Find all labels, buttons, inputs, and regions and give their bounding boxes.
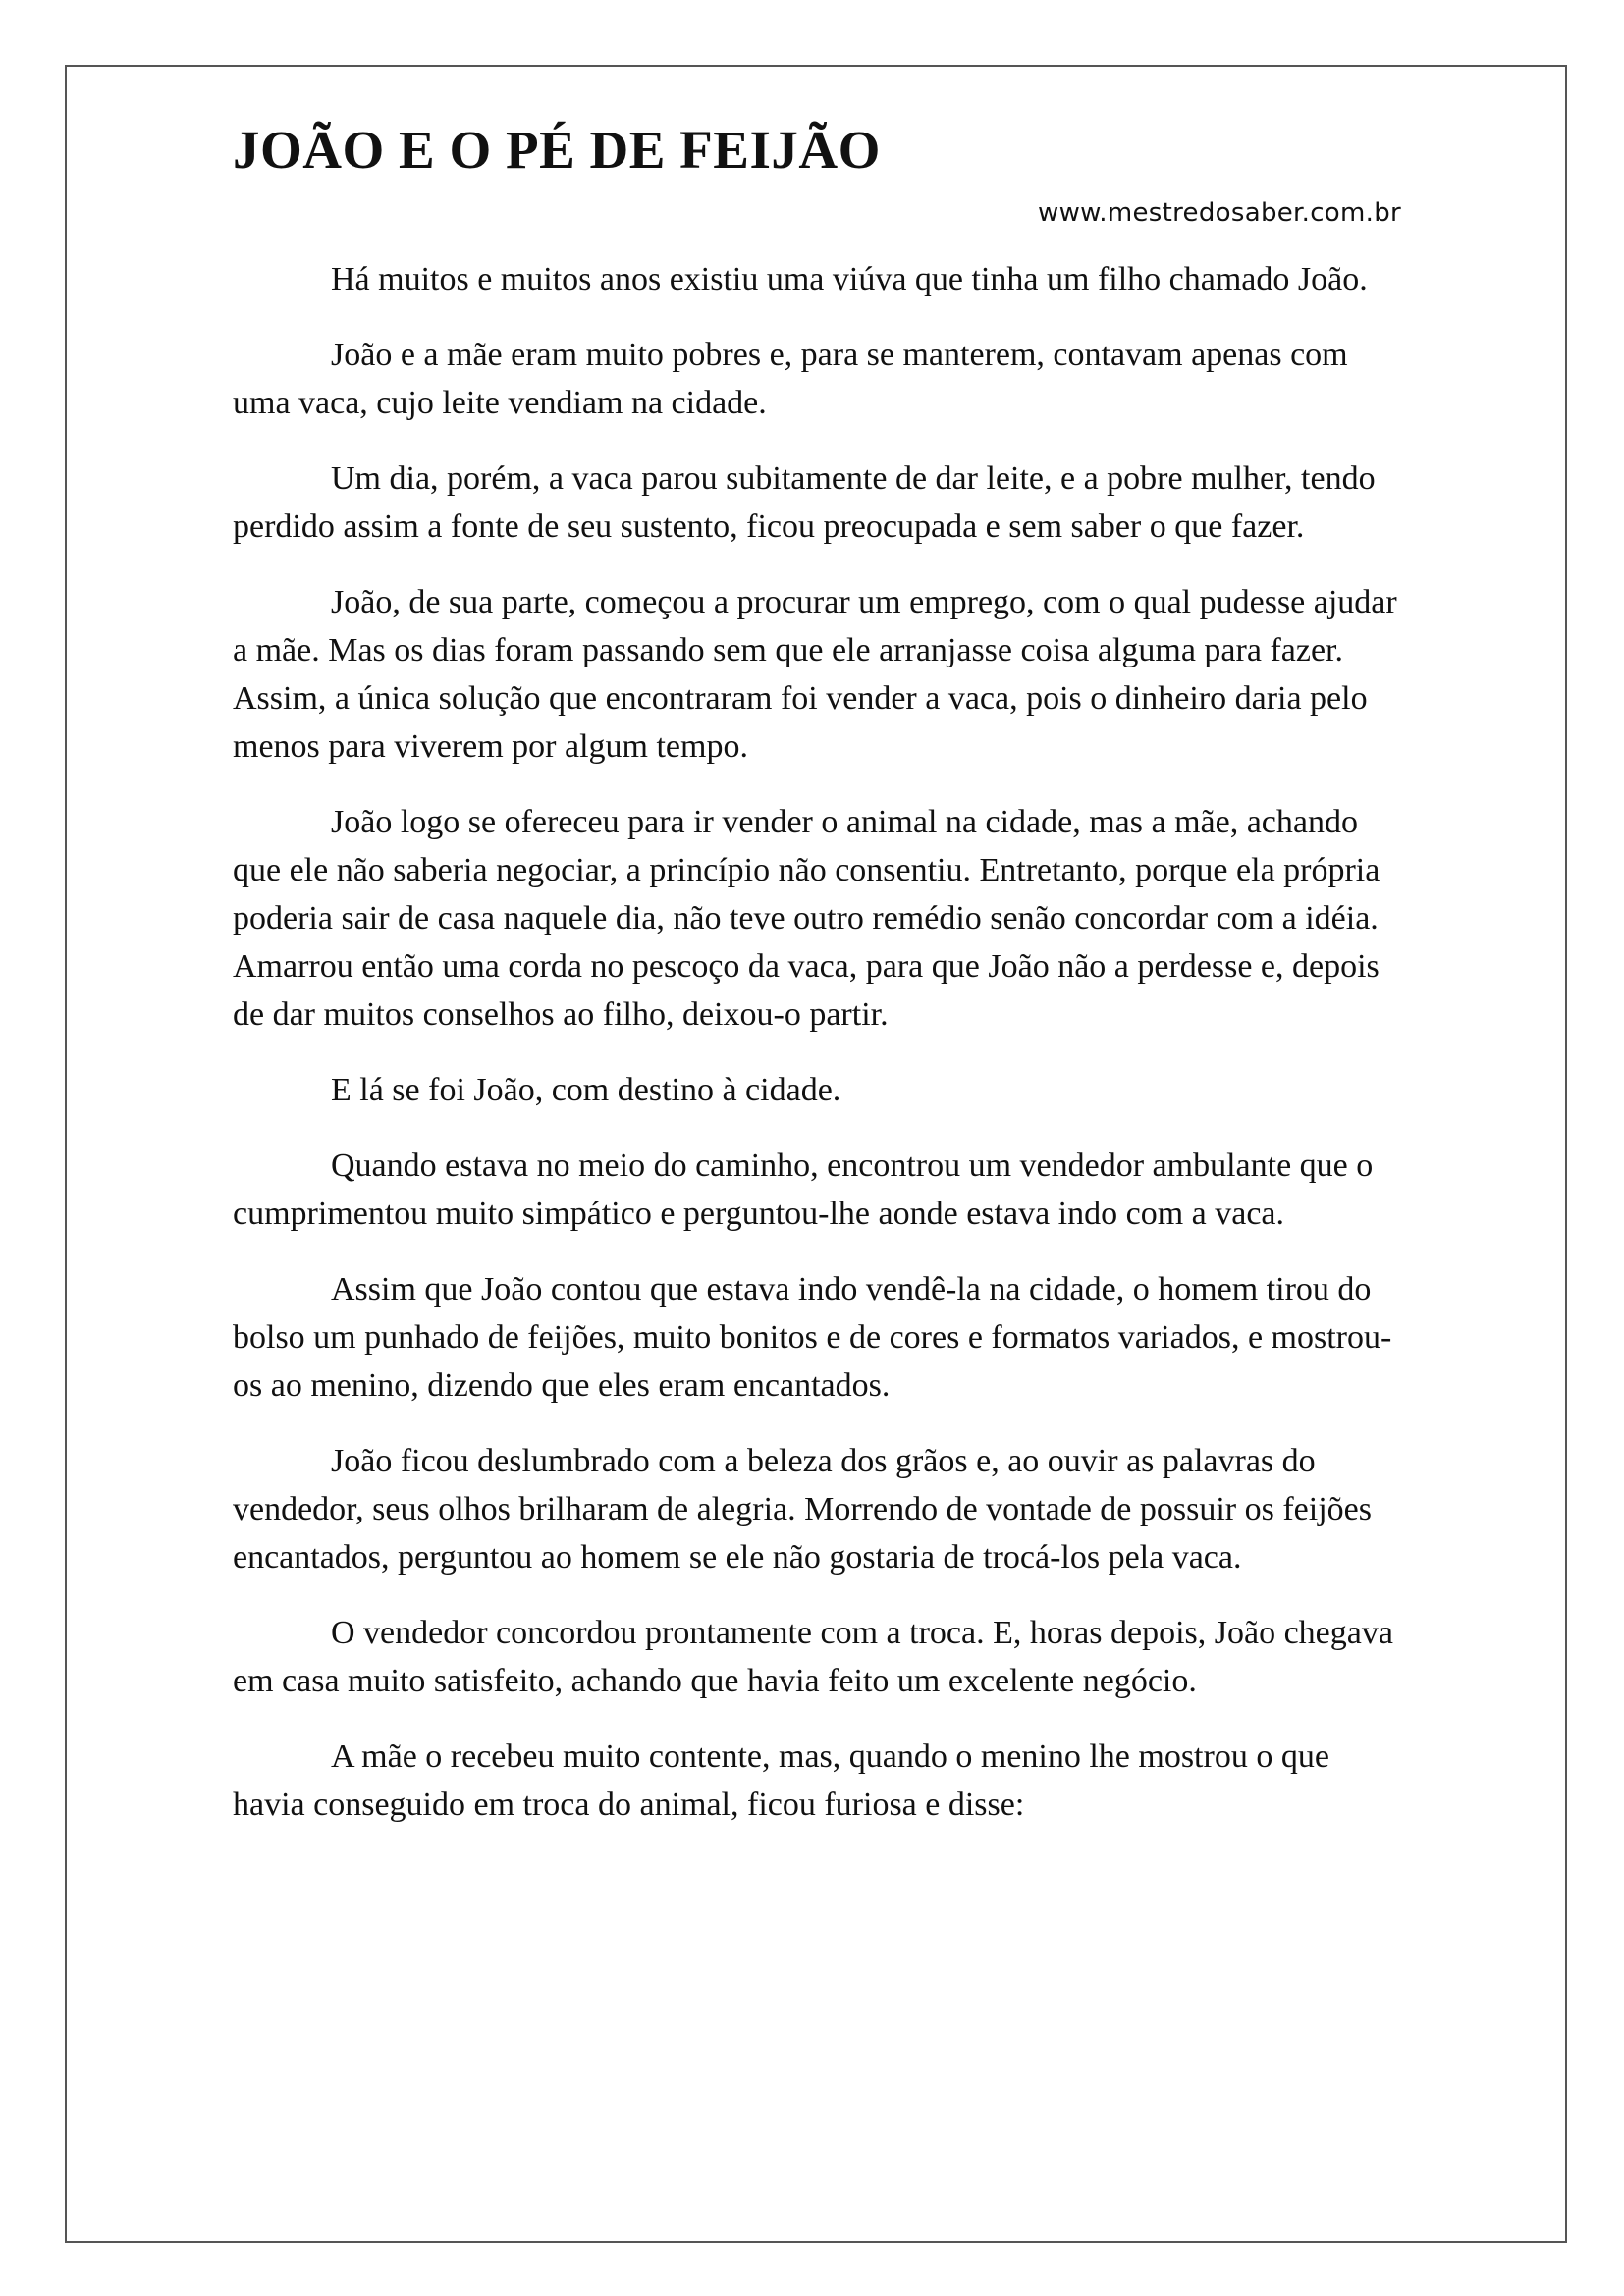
paragraph: Quando estava no meio do caminho, encontrou um vendedor ambulante que o cumprimentou muito simpático e perguntou-lhe aonde estava indo com a vaca.: [233, 1148, 1374, 1232]
paragraph: João ficou deslumbrado com a beleza dos grãos e, ao ouvir as palavras do vendedor, seus olhos brilharam de alegria. Morrendo de vontade de possuir os feijões encantados, perguntou ao homem se ele não gostaria de trocá-los pela vaca.: [233, 1443, 1372, 1575]
paragraph: Assim que João contou que estava indo vendê-la na cidade, o homem tirou do bolso um punhado de feijões, muito bonitos e de cores e formatos variados, e mostrou-os ao menino, dizendo que eles eram encantados.: [233, 1271, 1392, 1404]
website-url: www.mestredosaber.com.br: [1038, 198, 1401, 228]
document-content: [233, 116, 1401, 1856]
paragraph: Um dia, porém, a vaca parou subitamente de dar leite, e a pobre mulher, tendo perdido assim a fonte de seu sustento, ficou preocupada e sem saber o que fazer.: [233, 460, 1376, 545]
paragraph: E lá se foi João, com destino à cidade.: [331, 1072, 841, 1108]
paragraph: João, de sua parte, começou a procurar um emprego, com o qual pudesse ajudar a mãe. Mas os dias foram passando sem que ele arranjasse coisa alguma para fazer. Assim, a única solução que encontraram foi vender a vaca, pois o dinheiro daria pelo menos para viverem por algum tempo.: [233, 584, 1397, 765]
paragraph: João logo se ofereceu para ir vender o animal na cidade, mas a mãe, achando que ele não saberia negociar, a princípio não consentiu. Entretanto, porque ela própria poderia sair de casa naquele dia, não teve outro remédio senão concordar com a idéia. Amarrou então uma corda no pescoço da vaca, para que João não a perdesse e, depois de dar muitos conselhos ao filho, deixou-o partir.: [233, 804, 1380, 1033]
paragraph: O vendedor concordou prontamente com a troca. E, horas depois, João chegava em casa muito satisfeito, achando que havia feito um excelente negócio.: [233, 1615, 1393, 1699]
story-body: [233, 255, 1401, 1829]
paragraph: Há muitos e muitos anos existiu uma viúva que tinha um filho chamado João.: [331, 261, 1368, 297]
paragraph: João e a mãe eram muito pobres e, para se manterem, contavam apenas com uma vaca, cujo leite vendiam na cidade.: [233, 337, 1348, 421]
document-title: JOÃO E O PÉ DE FEIJÃO: [233, 120, 881, 180]
paragraph: A mãe o recebeu muito contente, mas, quando o menino lhe mostrou o que havia conseguido em troca do animal, ficou furiosa e disse:: [233, 1738, 1329, 1823]
